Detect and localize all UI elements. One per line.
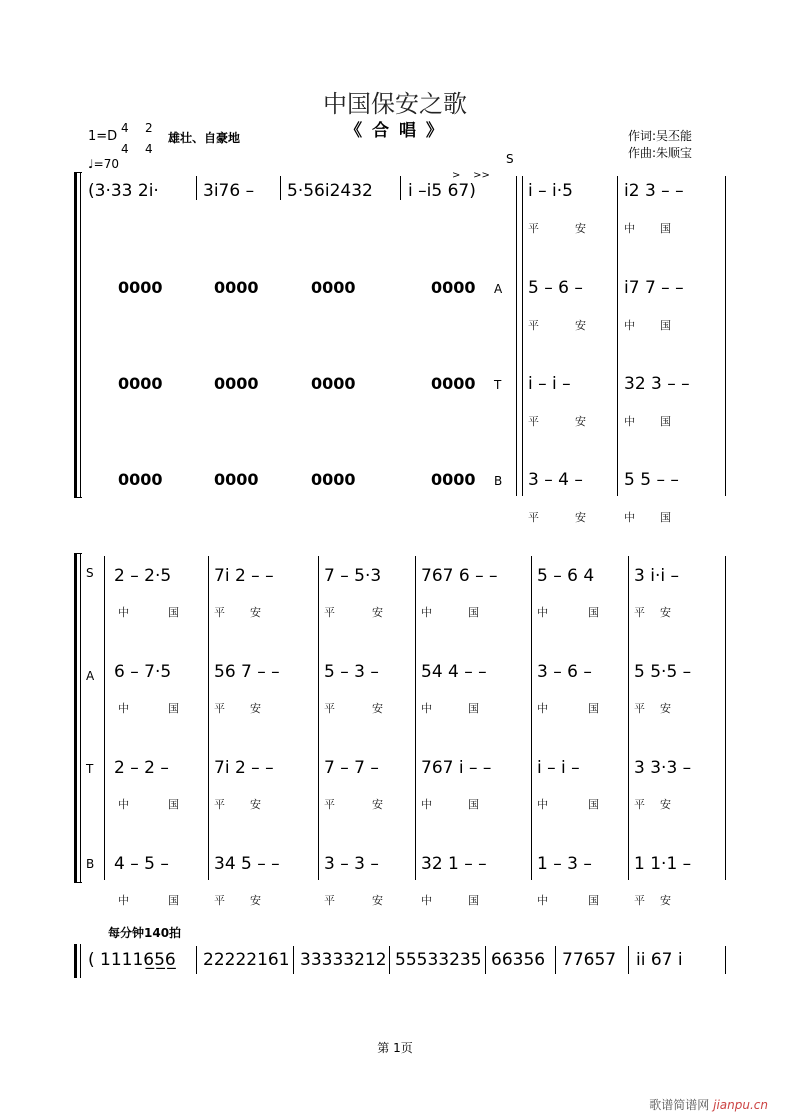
lyric: 安 [372,606,383,619]
song-title: 中国保安之歌 [323,90,467,118]
lyric: 安 [575,415,586,428]
lyric: 国 [168,606,179,619]
s2-bass-measure-6: 1 1·1 – [634,854,692,874]
watermark-url: jianpu.cn [713,1098,768,1112]
lyric: 平 [634,606,645,619]
lyric: 平 [214,606,225,619]
rest-a-2: 0000 [214,278,259,297]
lyric: 平 [634,894,645,907]
lyric: 国 [168,798,179,811]
time-sig-1-num: 4 [121,121,129,135]
s2-bass-measure-1: 4 – 5 – [114,854,169,874]
voice-label-T: T [86,762,94,776]
lyric: 安 [250,894,261,907]
s1-alto-m1: 5 – 6 – [528,278,583,298]
rest-b-1: 0000 [118,470,163,489]
lyric: 平 [528,415,539,428]
s2-bass-measure-5: 1 – 3 – [537,854,592,874]
rest-t-4: 0000 [431,374,476,393]
s2-tenor-measure-2: 7i 2 – – [214,758,274,778]
lyric: 安 [660,894,671,907]
lyric: 安 [372,798,383,811]
s1-bass-m1: 3 – 4 – [528,470,583,490]
lyric: 中 [624,319,635,332]
lyric: 安 [250,798,261,811]
s2-soprano-measure-6: 3 i·i – [634,566,679,586]
lyric: 中 [537,798,548,811]
lyric: 国 [468,894,479,907]
quarter-note-icon: ♩ [88,157,94,171]
s2-tenor-measure-4: 767 i – – [421,758,492,778]
lyric: 平 [214,894,225,907]
lyric: 中 [118,798,129,811]
intro-measure-3: 5·56i2432 [287,181,373,201]
lyric: 安 [372,702,383,715]
lyric: 平 [324,798,335,811]
song-subtitle: 《 合 唱 》 [345,121,445,141]
rest-b-2: 0000 [214,470,259,489]
s2-bass-measure-4: 32 1 – – [421,854,487,874]
s2-alto-measure-1: 6 – 7·5 [114,662,172,682]
tempo-note: 每分钟140拍 [108,926,182,940]
s3-measure-4: 55533235 [395,950,482,970]
lyric: 中 [537,702,548,715]
s1-soprano-m2: i2 3 – – [624,181,684,201]
s3-measure-2: 22222161 [203,950,290,970]
lyric: 中 [421,702,432,715]
lyric: 国 [168,702,179,715]
s3-measure-7: ii 67 i [636,950,683,970]
voice-label-B: B [86,857,95,871]
s2-soprano-measure-3: 7 – 5·3 [324,566,382,586]
voice-label-S-top: S [506,152,514,166]
lyric: 平 [634,798,645,811]
rest-t-1: 0000 [118,374,163,393]
s2-bass-measure-3: 3 – 3 – [324,854,379,874]
lyric: 国 [468,702,479,715]
intro-measure-1: (3·33 2i· [88,181,159,201]
lyric: 国 [588,702,599,715]
accent-marks: > >> [452,170,490,181]
lyric: 平 [324,606,335,619]
lyric: 中 [421,798,432,811]
key-signature: 1=D [88,129,118,144]
lyric: 中 [624,511,635,524]
lyric: 平 [528,319,539,332]
lyric: 安 [575,222,586,235]
s2-alto-measure-5: 3 – 6 – [537,662,592,682]
tempo-value: =70 [93,157,119,171]
lyric: 中 [537,606,548,619]
expression-mark: 雄壮、自豪地 [168,131,241,145]
voice-label-A: A [494,282,503,296]
lyric: 安 [575,319,586,332]
s1-alto-m2: i7 7 – – [624,278,684,298]
lyric: 平 [528,511,539,524]
lyric: 平 [324,894,335,907]
lyric: 中 [624,222,635,235]
rest-t-3: 0000 [311,374,356,393]
lyric: 国 [468,798,479,811]
lyric: 安 [372,894,383,907]
voice-label-S: S [86,566,94,580]
lyric: 中 [537,894,548,907]
s3-measure-5: 66356 [491,950,546,970]
lyric: 中 [624,415,635,428]
page-number: 第 1页 [377,1041,413,1055]
time-sig-2-den: 4 [145,142,153,156]
voice-label-T: T [494,378,502,392]
lyric: 国 [660,319,671,332]
intro-measure-4: i –i5 67) [408,181,476,201]
s2-tenor-measure-1: 2 – 2 – [114,758,169,778]
watermark-text: 歌谱简谱网 [649,1098,710,1112]
voice-label-A: A [86,669,95,683]
lyric: 中 [118,894,129,907]
rest-a-3: 0000 [311,278,356,297]
lyricist: 作词:吴丕能 [628,129,693,143]
s2-alto-measure-4: 54 4 – – [421,662,487,682]
lyric: 中 [421,894,432,907]
tempo-mark [88,157,119,171]
system2-bracket [74,553,77,883]
s2-soprano-measure-2: 7i 2 – – [214,566,274,586]
lyric: 平 [214,798,225,811]
lyric: 平 [634,702,645,715]
lyric: 国 [660,222,671,235]
rest-a-1: 0000 [118,278,163,297]
lyric: 安 [250,702,261,715]
intro-measure-2: 3i76 – [203,181,255,201]
lyric: 安 [660,798,671,811]
lyric: 国 [588,894,599,907]
time-sig-2-num: 2 [145,121,153,135]
s2-tenor-measure-5: i – i – [537,758,580,778]
s2-soprano-measure-1: 2 – 2·5 [114,566,172,586]
system3-bracket [74,944,77,978]
system1-bracket [74,172,77,498]
lyric: 国 [468,606,479,619]
rest-a-4: 0000 [431,278,476,297]
lyric: 国 [168,894,179,907]
lyric: 平 [214,702,225,715]
s2-soprano-measure-4: 767 6 – – [421,566,498,586]
s2-alto-measure-2: 56 7 – – [214,662,280,682]
lyric: 平 [324,702,335,715]
watermark [649,1096,768,1113]
lyric: 中 [118,702,129,715]
lyric: 安 [250,606,261,619]
s3-measure-3: 33333212 [300,950,387,970]
time-sig-1-den: 4 [121,142,129,156]
s2-tenor-measure-6: 3 3·3 – [634,758,692,778]
s2-alto-measure-3: 5 – 3 – [324,662,379,682]
s2-alto-measure-6: 5 5·5 – [634,662,692,682]
lyric: 平 [528,222,539,235]
s1-tenor-m1: i – i – [528,374,571,394]
composer: 作曲:朱顺宝 [628,146,693,160]
lyric: 国 [660,511,671,524]
voice-label-B: B [494,474,503,488]
s1-bass-m2: 5 5 – – [624,470,679,490]
s2-tenor-measure-3: 7 – 7 – [324,758,379,778]
s3-measure-6: 77657 [562,950,617,970]
lyric: 国 [588,798,599,811]
s1-soprano-m1: i – i·5 [528,181,573,201]
s3-measure-1: ( 11116̲5̲6̲ [88,950,176,970]
rest-t-2: 0000 [214,374,259,393]
lyric: 中 [118,606,129,619]
lyric: 安 [575,511,586,524]
lyric: 安 [660,606,671,619]
rest-b-4: 0000 [431,470,476,489]
lyric: 国 [660,415,671,428]
lyric: 安 [660,702,671,715]
s1-tenor-m2: 32 3 – – [624,374,690,394]
rest-b-3: 0000 [311,470,356,489]
s2-bass-measure-2: 34 5 – – [214,854,280,874]
lyric: 国 [588,606,599,619]
lyric: 中 [421,606,432,619]
s2-soprano-measure-5: 5 – 6 4 [537,566,595,586]
